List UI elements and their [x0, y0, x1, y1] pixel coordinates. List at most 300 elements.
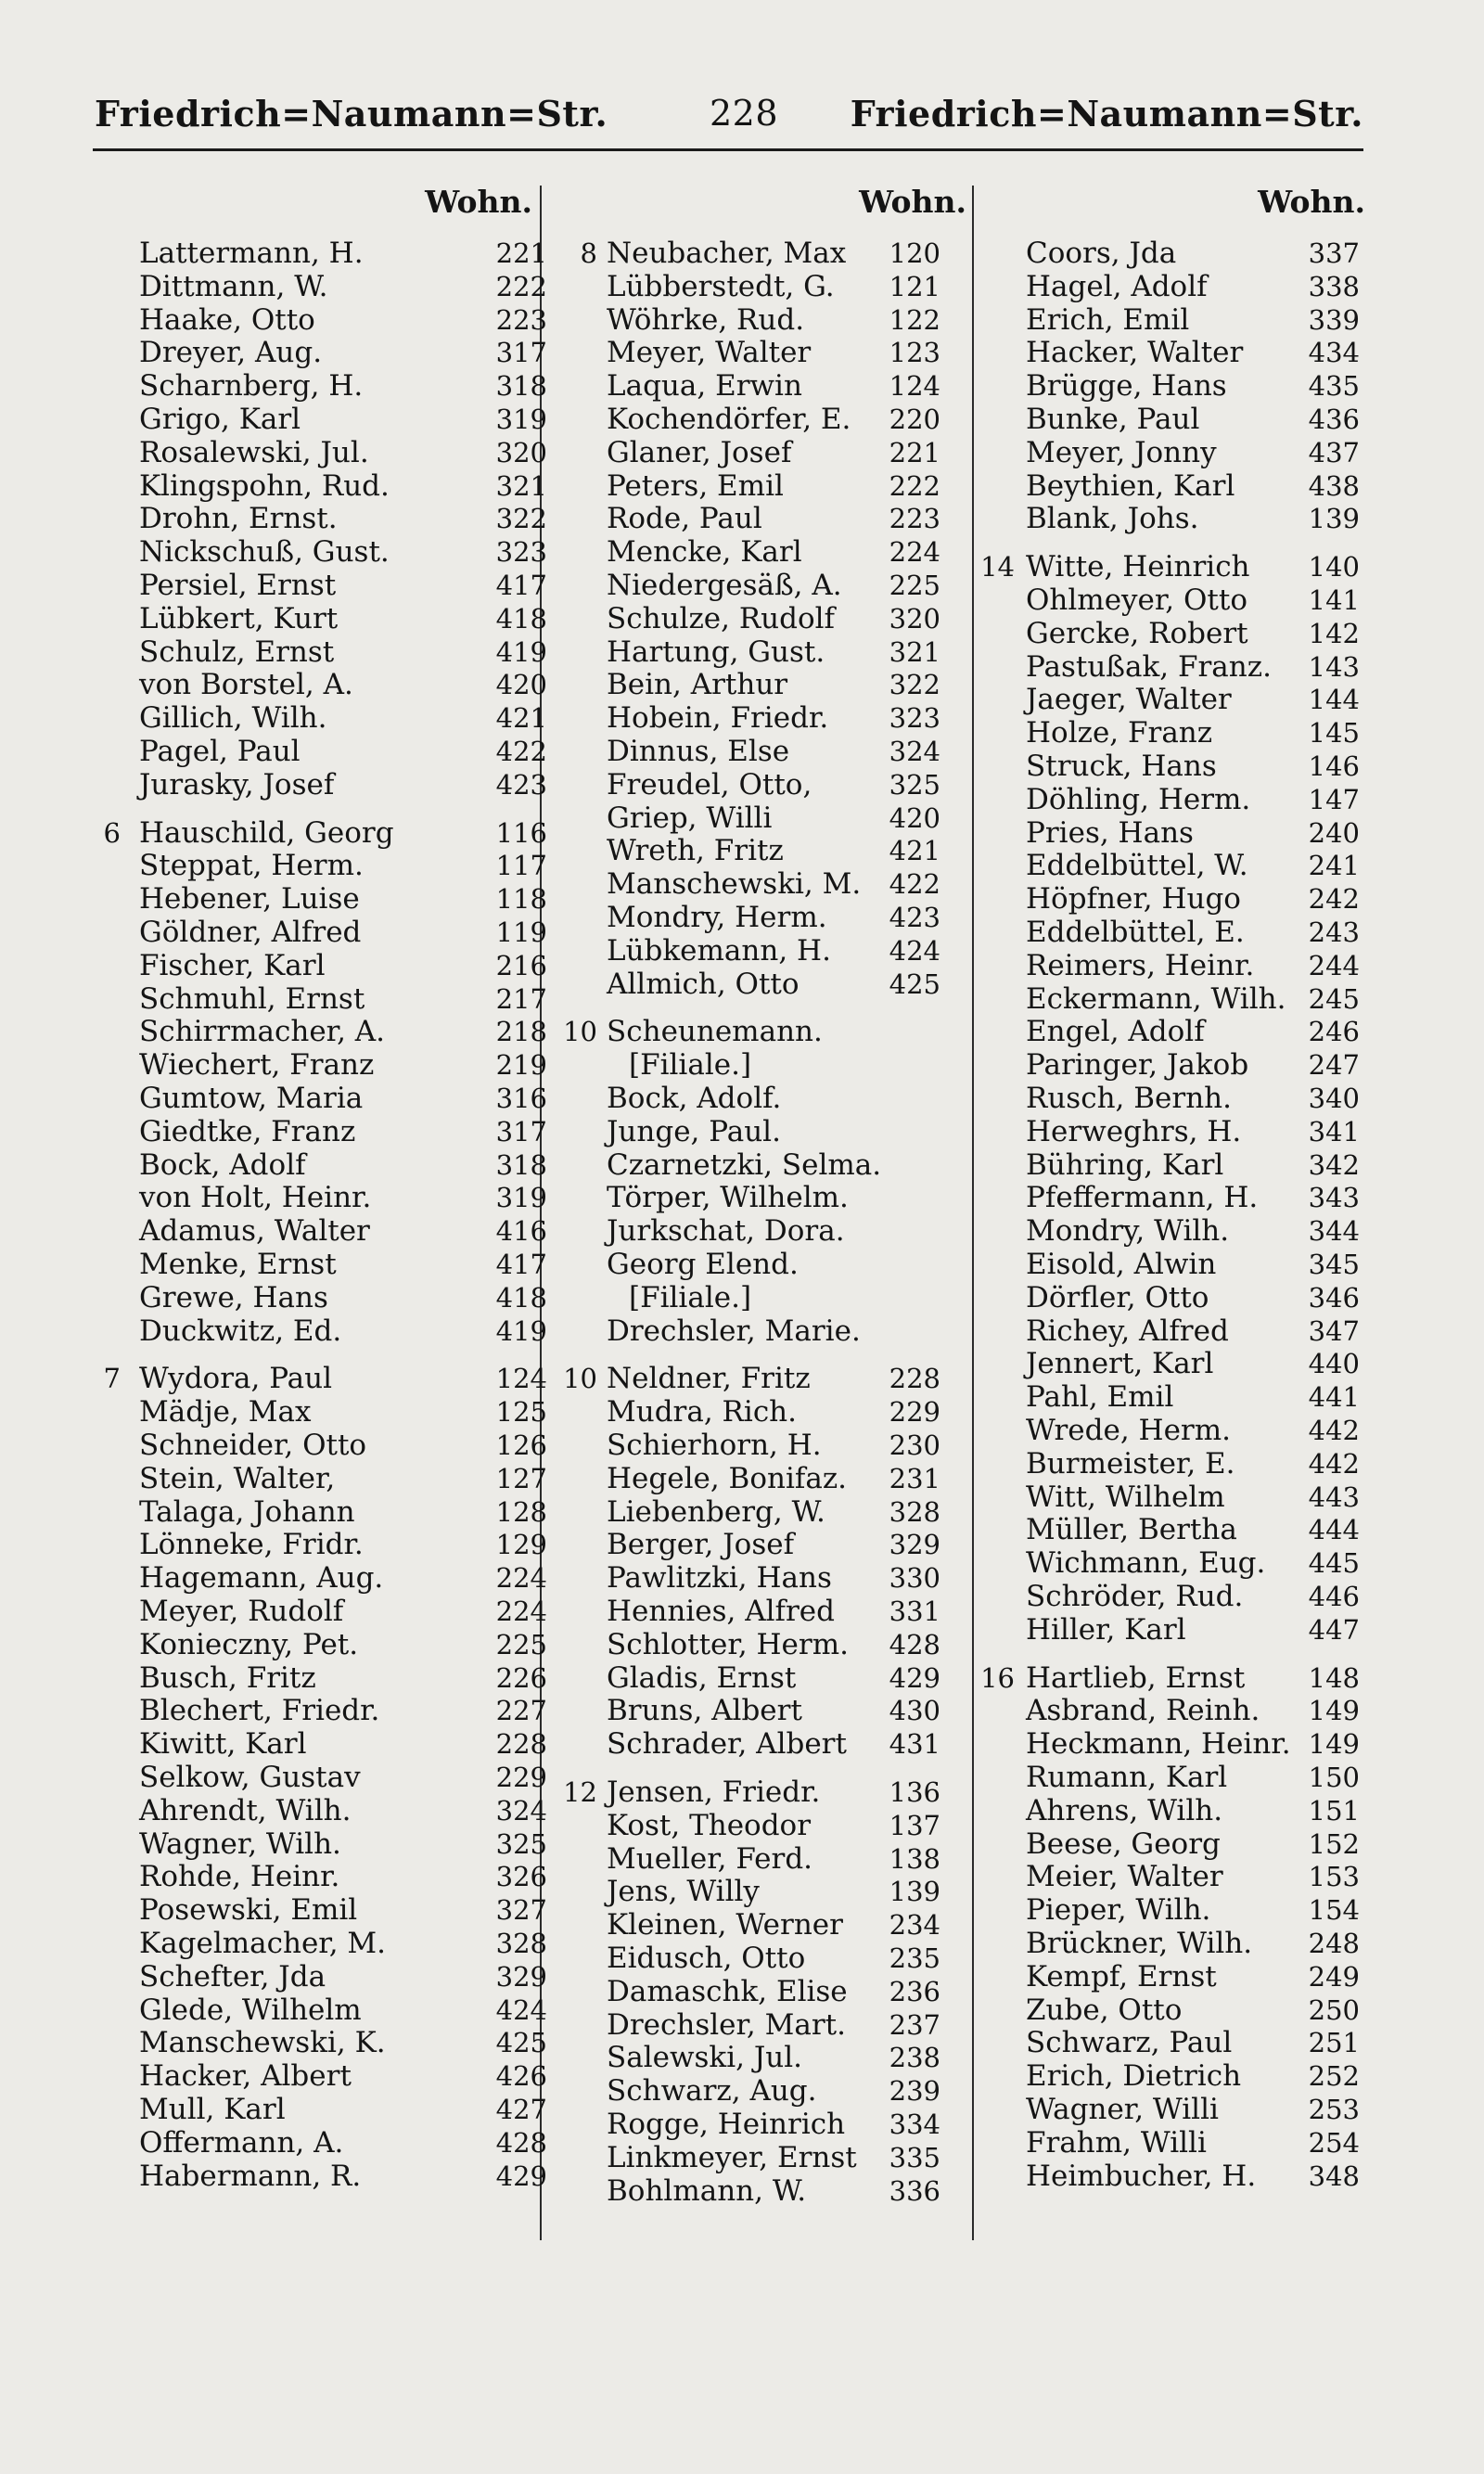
- apartment-number: 430: [889, 1695, 940, 1726]
- list-item: [607, 2074, 940, 2108]
- apartment-number: 419: [495, 636, 547, 668]
- apartment-number: 221: [889, 437, 940, 468]
- apartment-number: 216: [495, 950, 547, 981]
- apartment-number: 136: [889, 1776, 940, 1808]
- apartment-number: 319: [495, 404, 547, 435]
- column-heading: Wohn.: [1258, 184, 1365, 220]
- resident-name: Manschewski, K.: [139, 2026, 386, 2059]
- list-item: [1026, 1115, 1360, 1148]
- resident-name: Ohlmeyer, Otto: [1026, 583, 1248, 617]
- list-item: [607, 1462, 940, 1495]
- list-item: [139, 1860, 547, 1893]
- resident-name: Niedergesäß, A.: [607, 569, 842, 602]
- apartment-number: 252: [1308, 2060, 1360, 2092]
- list-item: [139, 303, 547, 337]
- apartment-number: 225: [889, 570, 940, 601]
- list-item: [1026, 1414, 1360, 1447]
- list-item: [607, 1148, 940, 1182]
- house-number: 14: [980, 551, 1015, 583]
- resident-name: Hennies, Alfred: [607, 1595, 835, 1628]
- apartment-number: 127: [495, 1463, 547, 1494]
- list-item: [139, 1214, 547, 1248]
- apartment-number: 321: [495, 470, 547, 502]
- resident-name: Gumtow, Maria: [139, 1082, 364, 1115]
- resident-name: Wagner, Willi: [1026, 2093, 1219, 2126]
- apartment-number: 226: [495, 1662, 547, 1694]
- list-item: [139, 1960, 547, 1993]
- apartment-number: 145: [1308, 717, 1360, 749]
- apartment-number: 428: [495, 2127, 547, 2159]
- resident-name: Lübkemann, H.: [607, 934, 831, 968]
- list-item: [139, 1561, 547, 1595]
- apartment-number: 320: [495, 437, 547, 468]
- resident-name: Lattermann, H.: [139, 237, 364, 270]
- resident-name: Mencke, Karl: [607, 535, 802, 569]
- list-item: [1026, 583, 1360, 617]
- list-item: [139, 635, 547, 669]
- list-item: [607, 403, 940, 436]
- resident-name: Gercke, Robert: [1026, 617, 1248, 650]
- apartment-number: 220: [889, 404, 940, 435]
- list-item: [607, 1314, 940, 1348]
- list-item: [139, 1528, 547, 1561]
- resident-name: von Holt, Heinr.: [139, 1181, 372, 1214]
- list-item: [980, 1661, 1360, 1695]
- list-item: [139, 768, 547, 801]
- resident-name: Hacker, Walter: [1026, 336, 1244, 369]
- resident-name: Schmuhl, Ernst: [139, 982, 365, 1016]
- apartment-number: 418: [495, 1282, 547, 1314]
- apartment-number: 251: [1308, 2027, 1360, 2058]
- resident-name: Struck, Hans: [1026, 750, 1217, 783]
- apartment-number: 418: [495, 603, 547, 635]
- apartment-number: 123: [889, 337, 940, 368]
- list-item: [139, 403, 547, 436]
- apartment-number: 317: [495, 1116, 547, 1147]
- resident-name: Holze, Franz: [1026, 716, 1213, 750]
- resident-name: Ahrendt, Wilh.: [139, 1794, 352, 1827]
- resident-name: Meyer, Jonny: [1026, 436, 1217, 469]
- apartment-number: 329: [889, 1529, 940, 1560]
- column-heading: Wohn.: [425, 184, 532, 220]
- apartment-number: 420: [889, 802, 940, 834]
- resident-name: Dinnus, Else: [607, 735, 790, 768]
- list-item: [1026, 1860, 1360, 1893]
- list-item: [607, 1628, 940, 1661]
- resident-name: Brügge, Hans: [1026, 369, 1227, 403]
- apartment-number: 424: [889, 935, 940, 967]
- list-item: [139, 949, 547, 982]
- apartment-number: 152: [1308, 1828, 1360, 1860]
- resident-name: Coors, Jda: [1026, 237, 1177, 270]
- resident-name: Kiwitt, Karl: [139, 1727, 307, 1761]
- list-item: [980, 550, 1360, 583]
- apartment-number: 221: [495, 237, 547, 269]
- resident-name: Gillich, Wilh.: [139, 701, 327, 735]
- apartment-number: 330: [889, 1562, 940, 1594]
- apartment-number: 419: [495, 1315, 547, 1347]
- apartment-number: 249: [1308, 1961, 1360, 1993]
- apartment-number: 244: [1308, 950, 1360, 981]
- apartment-number: 422: [889, 868, 940, 900]
- resident-name: Habermann, R.: [139, 2160, 362, 2193]
- apartment-number: 331: [889, 1596, 940, 1627]
- list-item: [139, 1794, 547, 1827]
- resident-name: Engel, Adolf: [1026, 1015, 1205, 1048]
- resident-name: Hacker, Albert: [139, 2059, 352, 2093]
- resident-name: Drechsler, Marie.: [607, 1314, 861, 1348]
- resident-name: Linkmeyer, Ernst: [607, 2141, 857, 2174]
- resident-name: Schulz, Ernst: [139, 635, 335, 669]
- list-item: [607, 1975, 940, 2008]
- apartment-number: 329: [495, 1961, 547, 1993]
- apartment-number: 142: [1308, 618, 1360, 649]
- resident-name: Fischer, Karl: [139, 949, 326, 982]
- list-item: [1026, 982, 1360, 1016]
- apartment-number: 420: [495, 669, 547, 700]
- list-item: [139, 849, 547, 882]
- list-item: [607, 635, 940, 669]
- apartment-number: 425: [495, 2027, 547, 2058]
- list-item: [607, 602, 940, 635]
- list-item: [1026, 1447, 1360, 1481]
- list-item: [563, 1015, 940, 1048]
- resident-name: Hegele, Bonifaz.: [607, 1462, 848, 1495]
- resident-name: Jensen, Friedr.: [607, 1775, 821, 1809]
- resident-name: Paringer, Jakob: [1026, 1048, 1249, 1082]
- resident-name: Duckwitz, Ed.: [139, 1314, 342, 1348]
- list-item: [1026, 1960, 1360, 1993]
- resident-name: Meyer, Walter: [607, 336, 812, 369]
- resident-name: Pries, Hans: [1026, 816, 1194, 850]
- resident-name: Mädje, Max: [139, 1395, 312, 1429]
- apartment-number: 445: [1308, 1547, 1360, 1579]
- resident-name: Kleinen, Werner: [607, 1908, 843, 1942]
- list-item: [1026, 1281, 1360, 1314]
- resident-name: Hagel, Adolf: [1026, 270, 1208, 303]
- apartment-number: 444: [1308, 1514, 1360, 1545]
- apartment-number: 343: [1308, 1182, 1360, 1213]
- list-item: [139, 1462, 547, 1495]
- resident-name: Jurkschat, Dora.: [607, 1214, 845, 1248]
- apartment-number: 240: [1308, 817, 1360, 849]
- apartment-number: 440: [1308, 1348, 1360, 1379]
- apartment-number: 117: [495, 850, 547, 881]
- list-item: [1026, 502, 1360, 535]
- apartment-number: 222: [495, 271, 547, 302]
- list-item: [1026, 1181, 1360, 1214]
- list-item: [1026, 849, 1360, 882]
- list-item: [139, 2126, 547, 2160]
- apartment-number: 239: [889, 2075, 940, 2107]
- apartment-number: 236: [889, 1976, 940, 2007]
- list-item: [607, 1528, 940, 1561]
- list-item: [607, 901, 940, 934]
- apartment-number: 122: [889, 304, 940, 336]
- resident-name: Mull, Karl: [139, 2093, 286, 2126]
- resident-name: Schröder, Rud.: [1026, 1580, 1244, 1613]
- resident-name: Zube, Otto: [1026, 1993, 1183, 2027]
- list-item: [139, 2059, 547, 2093]
- apartment-number: 338: [1308, 271, 1360, 302]
- list-item: [1026, 816, 1360, 850]
- resident-name: Scheunemann.: [607, 1015, 823, 1048]
- resident-name: Wiechert, Franz: [139, 1048, 375, 1082]
- list-item: [139, 982, 547, 1016]
- resident-name: Pfeffermann, H.: [1026, 1181, 1259, 1214]
- resident-name: Bühring, Karl: [1026, 1148, 1224, 1182]
- resident-name: Eckermann, Wilh.: [1026, 982, 1286, 1016]
- list-item: [607, 569, 940, 602]
- resident-name: Göldner, Alfred: [139, 916, 362, 949]
- apartment-number: 447: [1308, 1614, 1360, 1646]
- resident-name: Salewski, Jul.: [607, 2041, 802, 2074]
- apartment-number: 148: [1308, 1662, 1360, 1694]
- resident-name: Allmich, Otto: [607, 968, 800, 1001]
- apartment-number: 327: [495, 1894, 547, 1926]
- apartment-number: 144: [1308, 684, 1360, 715]
- list-item: [1026, 336, 1360, 369]
- list-item: [1026, 1248, 1360, 1281]
- list-item: [139, 882, 547, 916]
- resident-name: Stein, Walter,: [139, 1462, 336, 1495]
- apartment-number: 228: [495, 1728, 547, 1760]
- list-item: [1026, 403, 1360, 436]
- list-item: [607, 1115, 940, 1148]
- resident-name: Rogge, Heinrich: [607, 2108, 846, 2141]
- list-item: [1026, 1148, 1360, 1182]
- apartment-number: 243: [1308, 917, 1360, 948]
- list-item: [607, 1082, 940, 1115]
- apartment-number: 224: [495, 1562, 547, 1594]
- apartment-number: 126: [495, 1429, 547, 1461]
- apartment-number: 227: [495, 1695, 547, 1726]
- resident-name: Schirrmacher, A.: [139, 1015, 386, 1048]
- resident-name: Hartlieb, Ernst: [1026, 1661, 1246, 1695]
- list-item: [1026, 1546, 1360, 1580]
- list-item: [139, 1628, 547, 1661]
- resident-name: Asbrand, Reinh.: [1026, 1694, 1260, 1727]
- apartment-number: 431: [889, 1728, 940, 1760]
- list-item: [1026, 1380, 1360, 1414]
- resident-name: Heimbucher, H.: [1026, 2160, 1257, 2193]
- list-item: [1026, 237, 1360, 270]
- list-item: [139, 1927, 547, 1960]
- resident-name: Nickschuß, Gust.: [139, 535, 390, 569]
- apartment-number: 426: [495, 2060, 547, 2092]
- list-item: [139, 1082, 547, 1115]
- apartment-number: 254: [1308, 2127, 1360, 2159]
- list-item: [1026, 1761, 1360, 1794]
- apartment-number: 334: [889, 2109, 940, 2140]
- list-item: [607, 1842, 940, 1876]
- list-item: [1026, 1580, 1360, 1613]
- resident-name: Herweghrs, H.: [1026, 1115, 1242, 1148]
- list-item: [580, 237, 940, 270]
- resident-name: Eidusch, Otto: [607, 1942, 806, 1975]
- apartment-number: 423: [889, 902, 940, 933]
- house-number: 16: [980, 1662, 1015, 1694]
- apartment-number: 219: [495, 1049, 547, 1081]
- resident-name: Meier, Walter: [1026, 1860, 1223, 1893]
- apartment-number: 149: [1308, 1695, 1360, 1726]
- apartment-number: 138: [889, 1843, 940, 1875]
- apartment-number: 425: [889, 968, 940, 1000]
- apartment-number: 429: [889, 1662, 940, 1694]
- resident-name: Döhling, Herm.: [1026, 783, 1251, 816]
- resident-name: Schulze, Rudolf: [607, 602, 836, 635]
- list-item: [607, 2141, 940, 2174]
- apartment-number: 154: [1308, 1894, 1360, 1926]
- list-item: [563, 1362, 940, 1395]
- apartment-number: 235: [889, 1942, 940, 1974]
- apartment-number: 318: [495, 370, 547, 402]
- resident-name: Steppat, Herm.: [139, 849, 364, 882]
- list-item: [1026, 1347, 1360, 1380]
- list-item: [139, 1595, 547, 1628]
- resident-name: Müller, Bertha: [1026, 1513, 1237, 1546]
- list-item: [607, 469, 940, 503]
- resident-name: Bock, Adolf.: [607, 1082, 782, 1115]
- apartment-number: 342: [1308, 1149, 1360, 1181]
- list-item: [139, 1827, 547, 1861]
- apartment-number: 348: [1308, 2160, 1360, 2192]
- apartment-number: 120: [889, 237, 940, 269]
- apartment-number: 151: [1308, 1795, 1360, 1827]
- apartment-number: 223: [889, 503, 940, 534]
- resident-name: Georg Elend.: [607, 1248, 799, 1281]
- apartment-number: 347: [1308, 1315, 1360, 1347]
- list-item: [1026, 783, 1360, 816]
- apartment-number: 438: [1308, 470, 1360, 502]
- list-item: [1026, 1015, 1360, 1048]
- list-item: [1026, 2093, 1360, 2126]
- list-item: [139, 1281, 547, 1314]
- apartment-number: 149: [1308, 1728, 1360, 1760]
- apartment-number: 443: [1308, 1481, 1360, 1513]
- resident-name: Menke, Ernst: [139, 1248, 337, 1281]
- list-item: [607, 303, 940, 337]
- resident-name: Schwarz, Aug.: [607, 2074, 817, 2108]
- resident-name: Busch, Fritz: [139, 1661, 316, 1695]
- list-item: [139, 569, 547, 602]
- list-item: [607, 1809, 940, 1842]
- resident-name: Haake, Otto: [139, 303, 315, 337]
- resident-name: Schrader, Albert: [607, 1727, 847, 1761]
- list-item: [1026, 270, 1360, 303]
- resident-name: Hiller, Karl: [1026, 1613, 1186, 1647]
- list-item: [139, 1015, 547, 1048]
- house-number: 12: [563, 1776, 597, 1808]
- resident-name: Persiel, Ernst: [139, 569, 337, 602]
- apartment-number: 429: [495, 2160, 547, 2192]
- apartment-number: 424: [495, 1994, 547, 2026]
- resident-name: Witt, Wilhelm: [1026, 1481, 1225, 1514]
- list-item: [607, 1661, 940, 1695]
- resident-name: Hartung, Gust.: [607, 635, 825, 669]
- list-item: [607, 369, 940, 403]
- apartment-number: 119: [495, 917, 547, 948]
- list-item: [1026, 1048, 1360, 1082]
- apartment-number: 230: [889, 1429, 940, 1461]
- resident-name: Damaschk, Elise: [607, 1975, 848, 2008]
- resident-name: Kempf, Ernst: [1026, 1960, 1217, 1993]
- running-header-left: Friedrich=Naumann=Str.: [95, 93, 608, 135]
- apartment-number: 328: [889, 1496, 940, 1528]
- list-item: [103, 816, 547, 850]
- resident-name: Erich, Emil: [1026, 303, 1190, 337]
- apartment-number: 147: [1308, 784, 1360, 815]
- resident-name: [Filiale.]: [629, 1048, 752, 1082]
- resident-name: Beese, Georg: [1026, 1827, 1221, 1861]
- apartment-number: 344: [1308, 1215, 1360, 1247]
- apartment-number: 247: [1308, 1049, 1360, 1081]
- list-item: [139, 1115, 547, 1148]
- list-item: [103, 1362, 547, 1395]
- list-item: [607, 436, 940, 469]
- list-item: [139, 2093, 547, 2126]
- resident-name: Pagel, Paul: [139, 735, 301, 768]
- apartment-number: 118: [495, 883, 547, 915]
- list-item: [139, 1993, 547, 2027]
- apartment-number: 341: [1308, 1116, 1360, 1147]
- list-item: [607, 1248, 940, 1281]
- list-item: [607, 801, 940, 835]
- list-item: [1026, 1727, 1360, 1761]
- apartment-number: 322: [889, 669, 940, 700]
- resident-name: Grigo, Karl: [139, 403, 301, 436]
- list-item: [1026, 949, 1360, 982]
- house-number: 7: [103, 1363, 121, 1394]
- list-item: [1026, 916, 1360, 949]
- resident-name: Wreth, Fritz: [607, 834, 784, 867]
- resident-name: Peters, Emil: [607, 469, 784, 503]
- list-item: [607, 2041, 940, 2074]
- resident-name: Rosalewski, Jul.: [139, 436, 369, 469]
- resident-name: Lübberstedt, G.: [607, 270, 835, 303]
- apartment-number: 446: [1308, 1581, 1360, 1612]
- list-item: [607, 668, 940, 701]
- resident-name: Klingspohn, Rud.: [139, 469, 390, 503]
- list-item: [139, 2160, 547, 2193]
- resident-name: Beythien, Karl: [1026, 469, 1235, 503]
- resident-name: Dreyer, Aug.: [139, 336, 323, 369]
- resident-name: Griep, Willi: [607, 801, 773, 835]
- list-item: [139, 336, 547, 369]
- list-item: [607, 1048, 940, 1082]
- resident-name: Eisold, Alwin: [1026, 1248, 1217, 1281]
- list-item: [1026, 1794, 1360, 1827]
- apartment-number: 324: [889, 736, 940, 767]
- resident-name: Bohlmann, W.: [607, 2174, 807, 2208]
- list-item: [1026, 469, 1360, 503]
- apartment-number: 139: [889, 1876, 940, 1907]
- list-item: [1026, 369, 1360, 403]
- resident-name: Kost, Theodor: [607, 1809, 812, 1842]
- resident-name: Adamus, Walter: [139, 1214, 370, 1248]
- apartment-number: 224: [495, 1596, 547, 1627]
- apartment-number: 322: [495, 503, 547, 534]
- resident-name: Bein, Arthur: [607, 668, 788, 701]
- list-item: [139, 535, 547, 569]
- resident-name: Schefter, Jda: [139, 1960, 326, 1993]
- list-item: [607, 270, 940, 303]
- apartment-number: 435: [1308, 370, 1360, 402]
- resident-name: [Filiale.]: [629, 1281, 752, 1314]
- apartment-number: 250: [1308, 1994, 1360, 2026]
- list-item: [1026, 1827, 1360, 1861]
- list-item: [139, 436, 547, 469]
